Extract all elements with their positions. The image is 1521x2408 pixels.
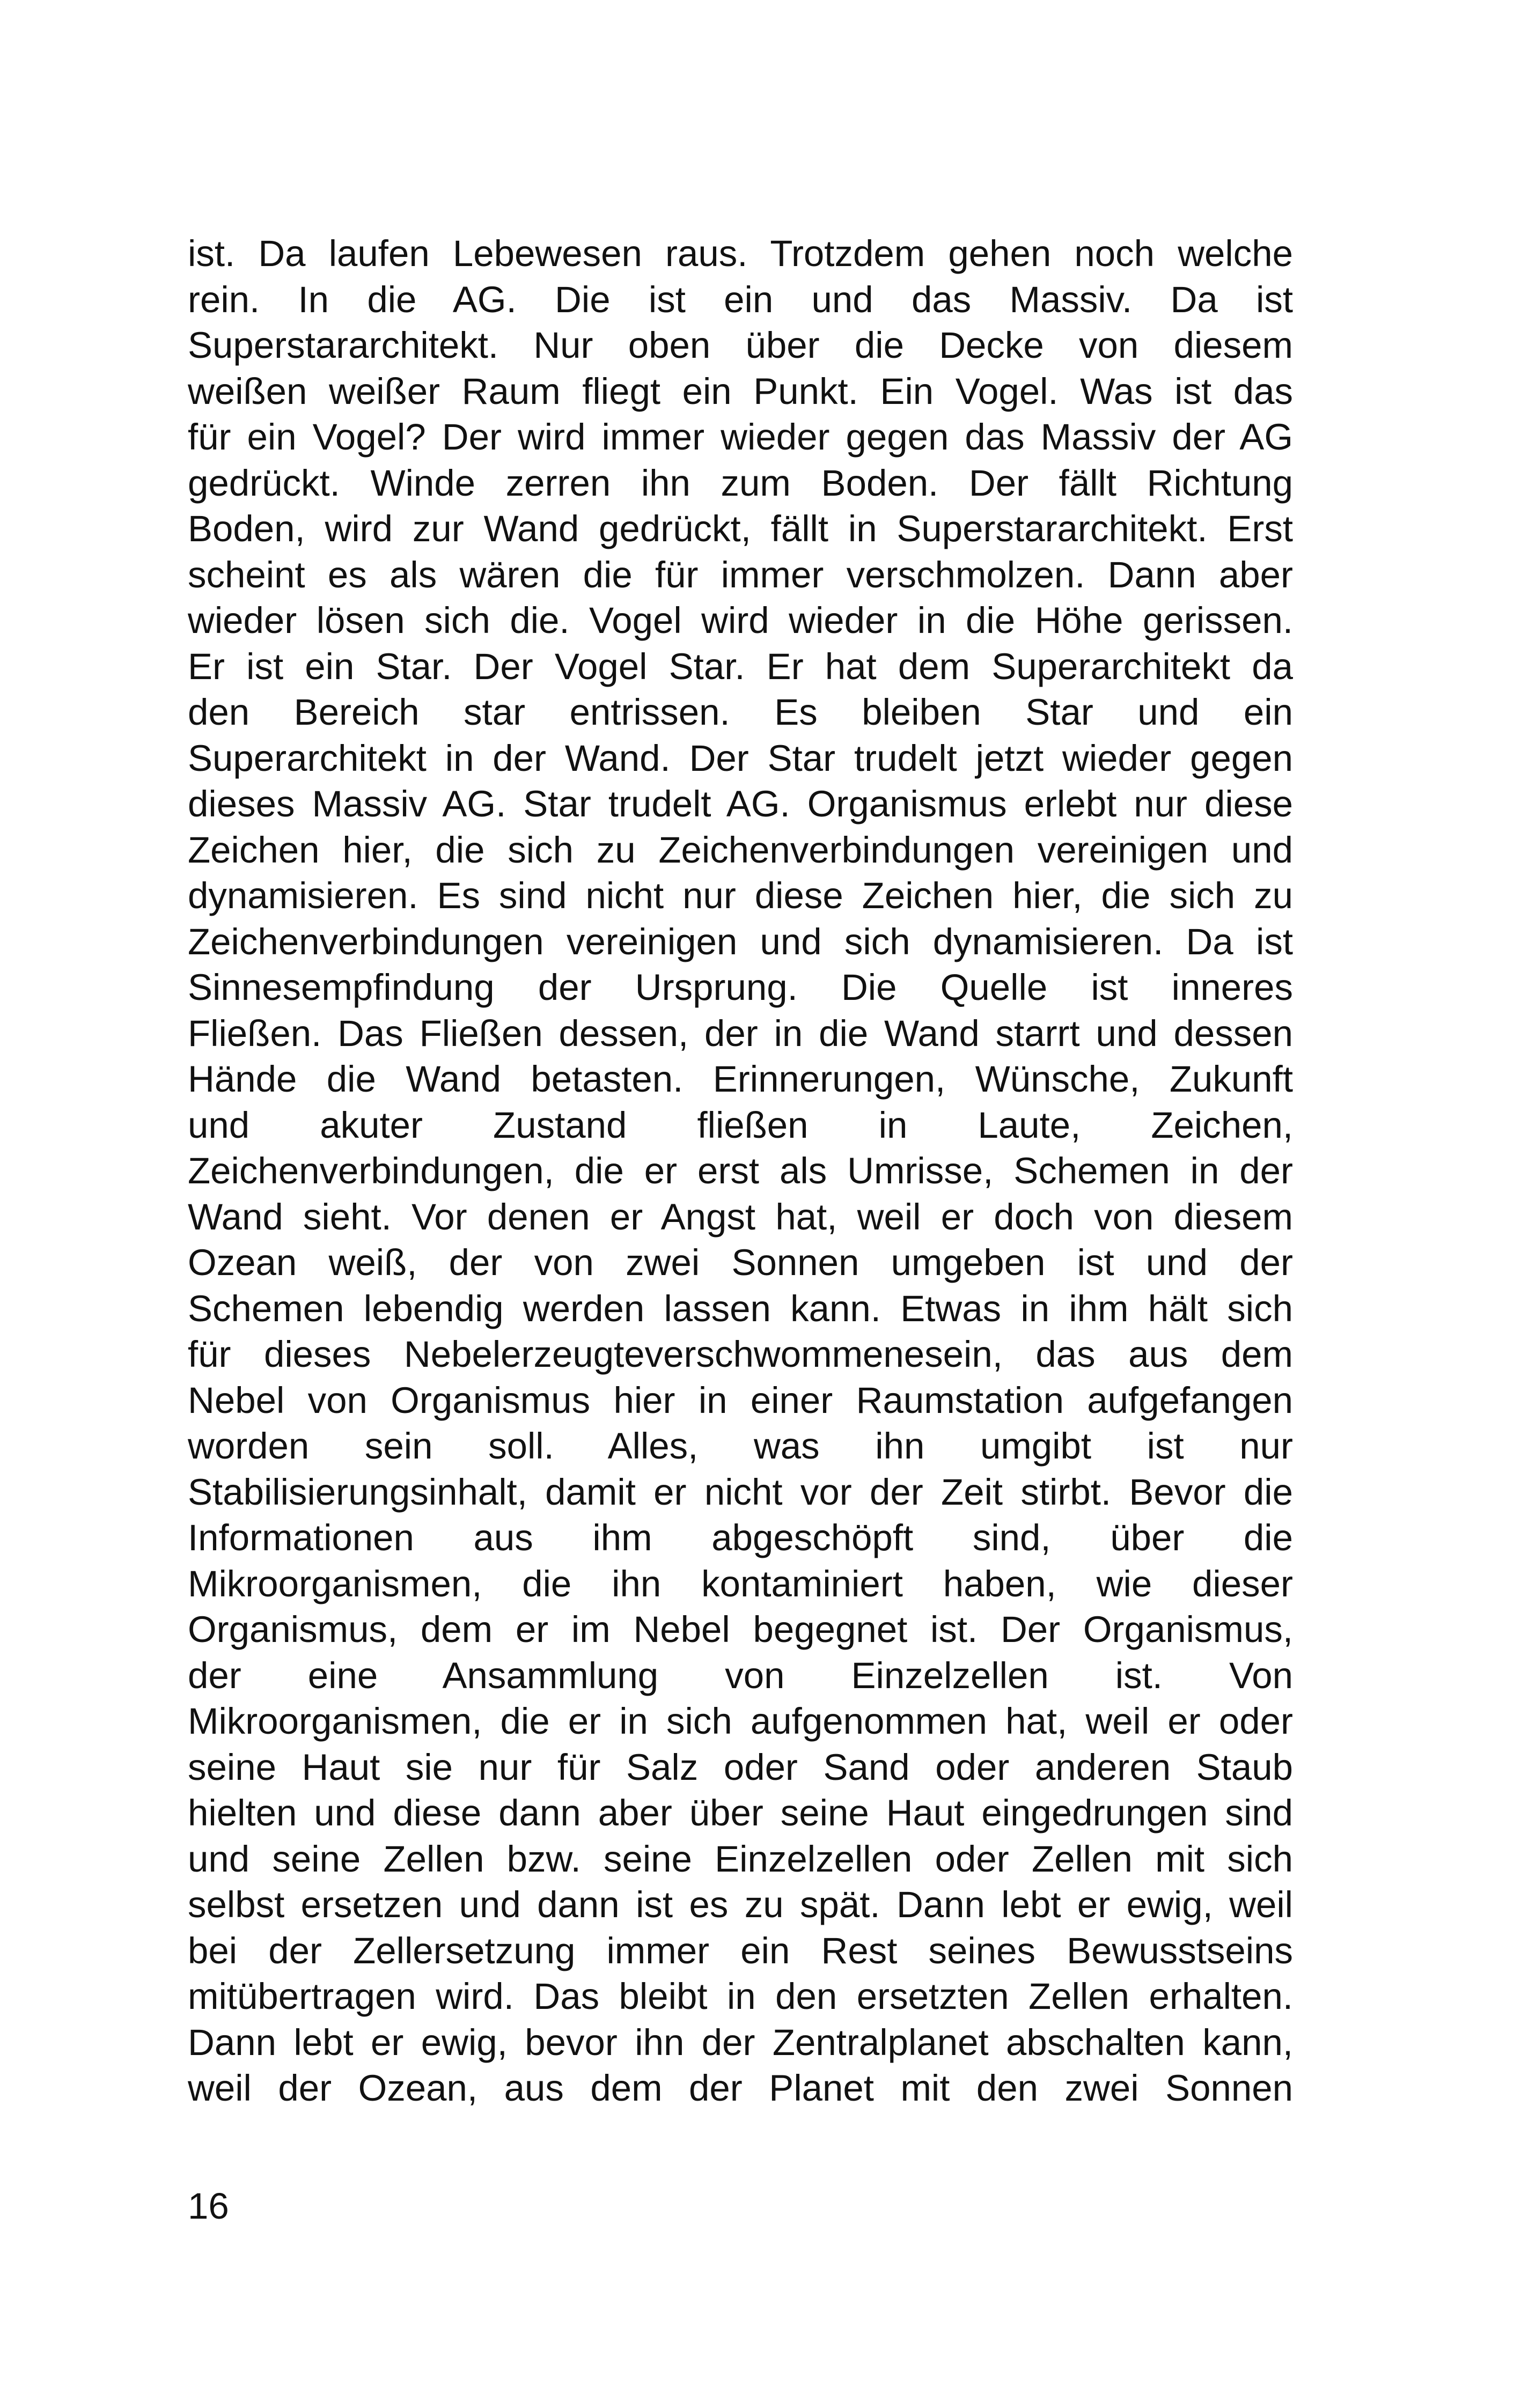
text-line: der eine Ansammlung von Einzelzellen ist. Von [188,1654,1293,1696]
text-line: Er ist ein Star. Der Vogel Star. Er hat dem Superarchitekt da [188,645,1293,687]
text-line: hielten und diese dann aber über seine Haut eingedrungen sind [188,1792,1293,1833]
text-line: Sinnesempfindung der Ursprung. Die Quelle ist inneres [188,967,1293,1008]
text-line: Dann lebt er ewig, bevor ihn der Zentralplanet abschalten kann, [188,2021,1293,2063]
page-number: 16 [188,2185,229,2227]
text-line: Superarchitekt in der Wand. Der Star trudelt jetzt wieder gegen [188,737,1293,779]
text-line: und seine Zellen bzw. seine Einzelzellen oder Zellen mit sich [188,1838,1293,1880]
text-line: Stabilisierungsinhalt, damit er nicht vor der Zeit stirbt. Bevor die [188,1471,1293,1513]
text-line: seine Haut sie nur für Salz oder Sand oder anderen Staub [188,1746,1293,1788]
text-line: mitübertragen wird. Das bleibt in den ersetzten Zellen erhalten. [188,1976,1293,2017]
text-line: Mikroorganismen, die er in sich aufgenommen hat, weil er oder [188,1700,1293,1742]
text-line: für dieses Nebelerzeugteverschwommenesein, das aus dem [188,1334,1293,1375]
text-line: Informationen aus ihm abgeschöpft sind, über die [188,1517,1293,1558]
text-line: Wand sieht. Vor denen er Angst hat, weil er doch von diesem [188,1196,1293,1238]
text-line: Schemen lebendig werden lassen kann. Etwas in ihm hält sich [188,1287,1293,1329]
body-text [188,231,1293,2111]
text-line: Zeichen hier, die sich zu Zeichenverbindungen vereinigen und [188,829,1293,871]
text-line: Boden, wird zur Wand gedrückt, fällt in Superstararchitekt. Erst [188,508,1293,549]
text-line: Mikroorganismen, die ihn kontaminiert haben, wie dieser [188,1563,1293,1604]
text-line: gedrückt. Winde zerren ihn zum Boden. Der fällt Richtung [188,462,1293,504]
text-line: ist. Da laufen Lebewesen raus. Trotzdem gehen noch welche [188,233,1293,274]
text-line: Fließen. Das Fließen dessen, der in die Wand starrt und dessen [188,1012,1293,1054]
text-line: Organismus, dem er im Nebel begegnet ist. Der Organismus, [188,1609,1293,1650]
text-line: weil der Ozean, aus dem der Planet mit den zwei Sonnen [188,2067,1293,2109]
text-line: Zeichenverbindungen, die er erst als Umrisse, Schemen in der [188,1150,1293,1191]
text-line: Nebel von Organismus hier in einer Raumstation aufgefangen [188,1379,1293,1421]
text-line: Ozean weiß, der von zwei Sonnen umgeben ist und der [188,1242,1293,1283]
text-line: rein. In die AG. Die ist ein und das Massiv. Da ist [188,278,1293,320]
text-line: scheint es als wären die für immer verschmolzen. Dann aber [188,554,1293,595]
text-line: weißen weißer Raum fliegt ein Punkt. Ein Vogel. Was ist das [188,370,1293,412]
text-line: dieses Massiv AG. Star trudelt AG. Organismus erlebt nur diese [188,783,1293,824]
text-line: und akuter Zustand fließen in Laute, Zeichen, [188,1104,1293,1146]
text-line: wieder lösen sich die. Vogel wird wieder in die Höhe gerissen. [188,600,1293,641]
text-line: den Bereich star entrissen. Es bleiben Star und ein [188,691,1293,733]
text-line: dynamisieren. Es sind nicht nur diese Zeichen hier, die sich zu [188,875,1293,916]
text-line: selbst ersetzen und dann ist es zu spät. Dann lebt er ewig, weil [188,1884,1293,1925]
text-line: worden sein soll. Alles, was ihn umgibt ist nur [188,1425,1293,1467]
text-line: Superstararchitekt. Nur oben über die Decke von diesem [188,325,1293,366]
text-line: Hände die Wand betasten. Erinnerungen, Wünsche, Zukunft [188,1058,1293,1100]
text-line: bei der Zellersetzung immer ein Rest seines Bewusstseins [188,1930,1293,1971]
text-line: Zeichenverbindungen vereinigen und sich dynamisieren. Da ist [188,921,1293,962]
text-line: für ein Vogel? Der wird immer wieder gegen das Massiv der AG [188,416,1293,458]
